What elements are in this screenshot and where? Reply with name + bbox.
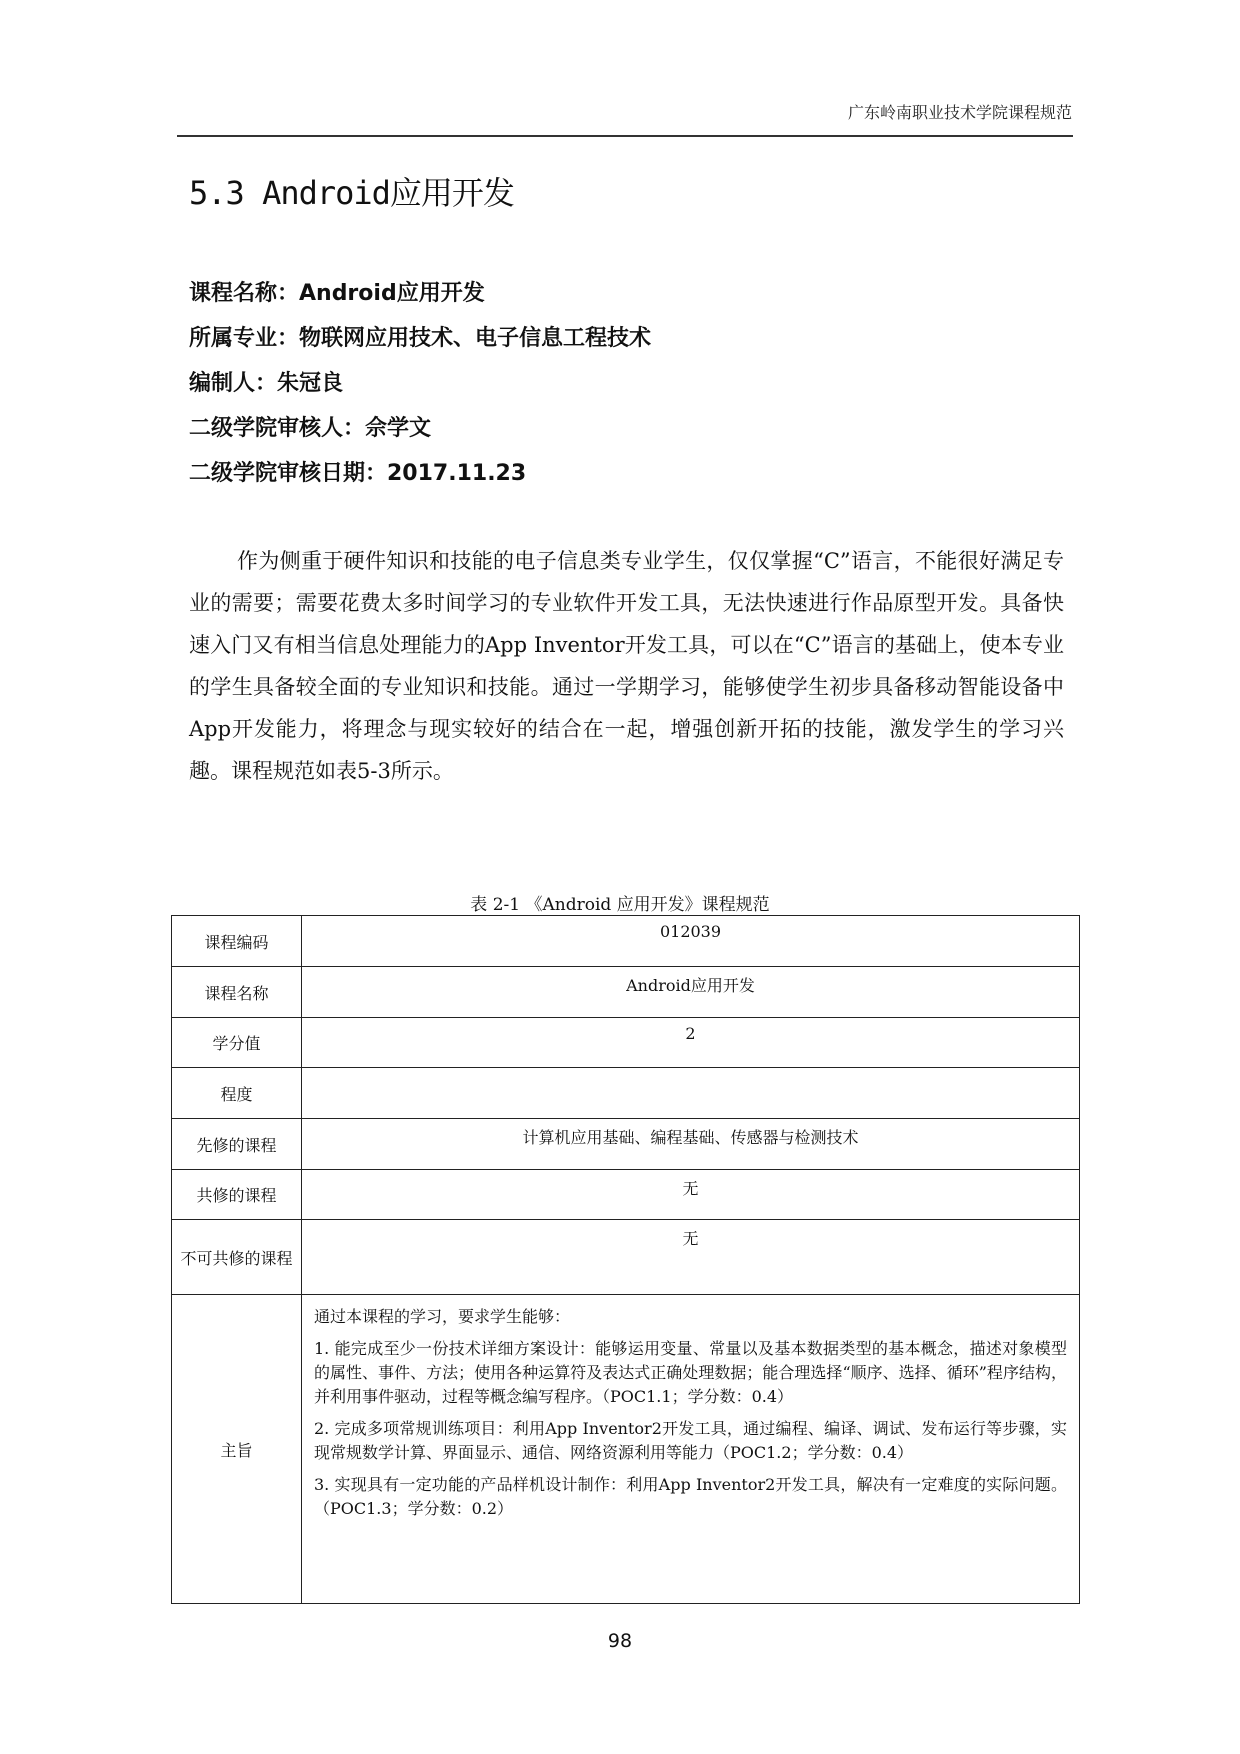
table-row <box>172 1220 1080 1295</box>
running-header: 广东岭南职业技术学院课程规范 <box>847 103 1072 122</box>
row-value: 2 <box>302 1018 1080 1068</box>
row-value: 无 <box>302 1220 1080 1295</box>
table-caption: 表 2-1 《Android 应用开发》课程规范 <box>470 895 770 915</box>
table-row <box>172 916 1080 967</box>
row-label: 学分值 <box>172 1018 302 1068</box>
row-value: 计算机应用基础、编程基础、传感器与检测技术 <box>302 1119 1080 1170</box>
aim-intro: 通过本课程的学习，要求学生能够： <box>314 1307 571 1326</box>
table-row <box>172 1119 1080 1170</box>
header-rule <box>177 135 1073 137</box>
aim-item: 3. 实现具有一定功能的产品样机设计制作：利用App Inventor2开发工具，解决有一定难度的实际问题。（POC1.3；学分数：0.2） <box>314 1475 1067 1518</box>
meta-author: 编制人：朱冠良 <box>189 371 344 396</box>
table-row <box>172 1018 1080 1068</box>
aim-item: 1. 能完成至少一份技术详细方案设计：能够运用变量、常量以及基本数据类型的基本概念，描述对象模型的属性、事件、方法；使用各种运算符及表达式正确处理数据；能合理选择“顺序、选择、循环”程序结构，并利用事件驱动，过程等概念编写程序。（POC1.1；学分数：0.4） <box>314 1339 1067 1406</box>
row-label: 先修的课程 <box>172 1119 302 1170</box>
aim-item: 2. 完成多项常规训练项目：利用App Inventor2开发工具，通过编程、编译、调试、发布运行等步骤，实现常规数学计算、界面显示、通信、网络资源利用等能力（POC1.2；学分数：0.4） <box>314 1419 1067 1462</box>
section-title: 5.3 Android应用开发 <box>189 174 514 212</box>
row-label: 共修的课程 <box>172 1170 302 1220</box>
row-value <box>302 1068 1080 1119</box>
row-value: 无 <box>302 1170 1080 1220</box>
row-label: 主旨 <box>172 1295 302 1604</box>
course-spec-table <box>171 915 1080 1604</box>
row-label: 课程名称 <box>172 967 302 1018</box>
row-label: 程度 <box>172 1068 302 1119</box>
table-row-aim <box>172 1295 1080 1604</box>
row-label: 不可共修的课程 <box>172 1220 302 1295</box>
page-number: 98 <box>607 1630 633 1652</box>
meta-course-name: 课程名称：Android应用开发 <box>189 281 485 306</box>
row-value: Android应用开发 <box>302 967 1080 1018</box>
table-row <box>172 1170 1080 1220</box>
intro-paragraph: 作为侧重于硬件知识和技能的电子信息类专业学生，仅仅掌握“C”语言，不能很好满足专业的需要；需要花费太多时间学习的专业软件开发工具，无法快速进行作品原型开发。具备快速入门又有相当信息处理能力的App Inventor开发工具，可以在“C”语言的基础上，使本专业的学生具备较全面的专业知识和技能。通过一学期学习，能够使学生初步具备移动智能设备中App开发能力，将理念与现实较好的结合在一起，增强创新开拓的技能，激发学生的学习兴趣。课程规范如表5-3所示。 <box>189 549 1064 783</box>
table-row <box>172 1068 1080 1119</box>
table-row <box>172 967 1080 1018</box>
row-value: 012039 <box>302 916 1080 967</box>
row-label: 课程编码 <box>172 916 302 967</box>
meta-reviewer: 二级学院审核人：佘学文 <box>189 416 432 441</box>
aim-content <box>302 1295 1080 1604</box>
meta-major: 所属专业：物联网应用技术、电子信息工程技术 <box>189 326 652 351</box>
meta-review-date: 二级学院审核日期：2017.11.23 <box>189 461 527 486</box>
